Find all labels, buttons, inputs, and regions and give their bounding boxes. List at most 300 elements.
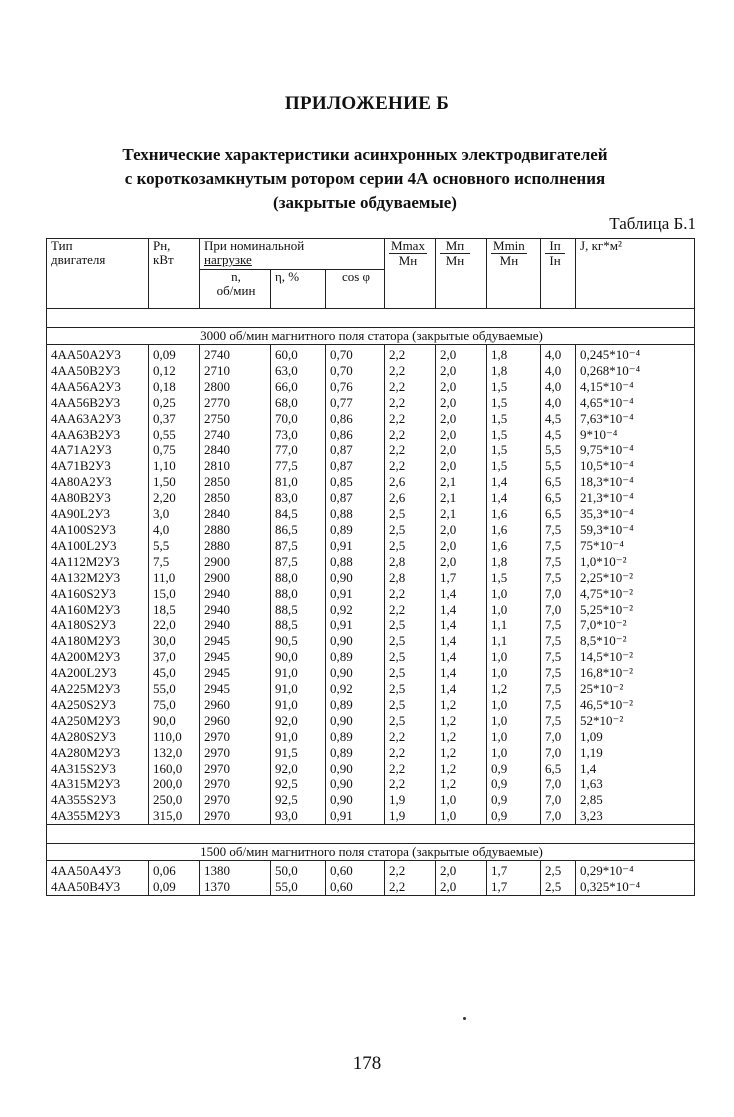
cell-inertia: 9*10⁻⁴	[576, 427, 695, 443]
cell-power: 45,0	[149, 665, 200, 681]
cell-efficiency: 90,0	[271, 649, 326, 665]
cell-current-ratio: 2,5	[541, 879, 576, 895]
cell-speed: 1380	[200, 861, 271, 879]
cell-speed: 2945	[200, 649, 271, 665]
cell-efficiency: 81,0	[271, 474, 326, 490]
cell-current-ratio: 7,5	[541, 697, 576, 713]
cell-power: 5,5	[149, 538, 200, 554]
cell-efficiency: 91,5	[271, 745, 326, 761]
cell-power: 1,10	[149, 458, 200, 474]
cell-efficiency: 50,0	[271, 861, 326, 879]
cell-mp-ratio: 1,4	[436, 649, 487, 665]
cell-inertia: 21,3*10⁻⁴	[576, 490, 695, 506]
cell-mp-ratio: 1,2	[436, 745, 487, 761]
cell-speed: 2970	[200, 776, 271, 792]
cell-motor-type: 4А180S2У3	[47, 617, 149, 633]
cell-mmax-ratio: 2,5	[385, 713, 436, 729]
cell-power: 250,0	[149, 792, 200, 808]
cell-mmax-ratio: 2,2	[385, 395, 436, 411]
cell-inertia: 2,85	[576, 792, 695, 808]
cell-cosphi: 0,60	[326, 861, 385, 879]
cell-speed: 2960	[200, 697, 271, 713]
cell-inertia: 4,75*10⁻²	[576, 586, 695, 602]
cell-speed: 2850	[200, 490, 271, 506]
cell-mp-ratio: 1,2	[436, 729, 487, 745]
header-mmin-ratio: $\frac{Mmin}{Mн}$	[487, 239, 541, 309]
cell-mmin-ratio: 1,5	[487, 411, 541, 427]
cell-inertia: 4,15*10⁻⁴	[576, 379, 695, 395]
cell-cosphi: 0,87	[326, 442, 385, 458]
cell-inertia: 5,25*10⁻²	[576, 602, 695, 618]
cell-mp-ratio: 2,0	[436, 442, 487, 458]
cell-mmax-ratio: 2,2	[385, 427, 436, 443]
cell-cosphi: 0,90	[326, 713, 385, 729]
cell-mmin-ratio: 1,8	[487, 554, 541, 570]
cell-mp-ratio: 2,1	[436, 506, 487, 522]
cell-inertia: 0,29*10⁻⁴	[576, 861, 695, 879]
cell-mmin-ratio: 1,4	[487, 490, 541, 506]
cell-mmax-ratio: 2,2	[385, 761, 436, 777]
cell-efficiency: 87,5	[271, 554, 326, 570]
cell-current-ratio: 5,5	[541, 442, 576, 458]
cell-speed: 2900	[200, 554, 271, 570]
cell-inertia: 46,5*10⁻²	[576, 697, 695, 713]
cell-mmin-ratio: 1,6	[487, 522, 541, 538]
table-row	[47, 697, 695, 713]
cell-speed: 2970	[200, 808, 271, 824]
cell-power: 75,0	[149, 697, 200, 713]
table-row	[47, 458, 695, 474]
table-row	[47, 617, 695, 633]
cell-cosphi: 0,88	[326, 506, 385, 522]
cell-efficiency: 91,0	[271, 681, 326, 697]
cell-mmin-ratio: 1,5	[487, 442, 541, 458]
cell-inertia: 16,8*10⁻²	[576, 665, 695, 681]
cell-speed: 2800	[200, 379, 271, 395]
table-row	[47, 490, 695, 506]
cell-mp-ratio: 1,2	[436, 776, 487, 792]
cell-efficiency: 70,0	[271, 411, 326, 427]
cell-cosphi: 0,90	[326, 570, 385, 586]
section-header-row	[47, 844, 695, 861]
cell-mmax-ratio: 2,2	[385, 729, 436, 745]
cell-current-ratio: 7,0	[541, 808, 576, 824]
cell-motor-type: 4А200М2У3	[47, 649, 149, 665]
cell-motor-type: 4А160S2У3	[47, 586, 149, 602]
cell-speed: 2945	[200, 665, 271, 681]
cell-power: 132,0	[149, 745, 200, 761]
cell-current-ratio: 4,5	[541, 427, 576, 443]
cell-power: 0,09	[149, 345, 200, 363]
cell-current-ratio: 4,0	[541, 345, 576, 363]
cell-cosphi: 0,85	[326, 474, 385, 490]
cell-power: 1,50	[149, 474, 200, 490]
cell-cosphi: 0,76	[326, 379, 385, 395]
cell-efficiency: 88,0	[271, 570, 326, 586]
cell-mp-ratio: 1,4	[436, 633, 487, 649]
cell-inertia: 7,0*10⁻²	[576, 617, 695, 633]
cell-efficiency: 88,5	[271, 602, 326, 618]
cell-inertia: 0,268*10⁻⁴	[576, 363, 695, 379]
cell-cosphi: 0,89	[326, 729, 385, 745]
cell-motor-type: 4А100L2У3	[47, 538, 149, 554]
cell-mp-ratio: 2,0	[436, 345, 487, 363]
cell-motor-type: 4АА50А4У3	[47, 861, 149, 879]
cell-mmin-ratio: 1,0	[487, 586, 541, 602]
cell-efficiency: 91,0	[271, 697, 326, 713]
cell-inertia: 1,63	[576, 776, 695, 792]
cell-speed: 2880	[200, 538, 271, 554]
section-spacer	[47, 825, 695, 844]
cell-mmax-ratio: 2,2	[385, 458, 436, 474]
cell-motor-type: 4А71А2У3	[47, 442, 149, 458]
cell-cosphi: 0,91	[326, 808, 385, 824]
cell-mp-ratio: 2,0	[436, 363, 487, 379]
cell-motor-type: 4А315S2У3	[47, 761, 149, 777]
section-header-row	[47, 328, 695, 345]
cell-mmax-ratio: 1,9	[385, 792, 436, 808]
cell-current-ratio: 7,0	[541, 729, 576, 745]
cell-power: 30,0	[149, 633, 200, 649]
table-row	[47, 808, 695, 824]
cell-mp-ratio: 2,0	[436, 458, 487, 474]
cell-efficiency: 92,0	[271, 761, 326, 777]
table-row	[47, 363, 695, 379]
cell-current-ratio: 7,0	[541, 745, 576, 761]
header-motor-type: Тип двигателя	[47, 239, 149, 309]
cell-current-ratio: 7,5	[541, 649, 576, 665]
cell-inertia: 25*10⁻²	[576, 681, 695, 697]
cell-current-ratio: 2,5	[541, 861, 576, 879]
cell-efficiency: 66,0	[271, 379, 326, 395]
cell-mmin-ratio: 1,0	[487, 602, 541, 618]
cell-power: 0,12	[149, 363, 200, 379]
cell-mp-ratio: 2,1	[436, 490, 487, 506]
cell-mmax-ratio: 2,5	[385, 649, 436, 665]
cell-mp-ratio: 2,0	[436, 395, 487, 411]
cell-mp-ratio: 2,0	[436, 861, 487, 879]
cell-mmin-ratio: 1,0	[487, 729, 541, 745]
cell-efficiency: 86,5	[271, 522, 326, 538]
cell-efficiency: 91,0	[271, 729, 326, 745]
cell-mmin-ratio: 1,0	[487, 665, 541, 681]
cell-efficiency: 77,5	[271, 458, 326, 474]
table-row	[47, 379, 695, 395]
table-row	[47, 745, 695, 761]
cell-motor-type: 4АА56А2У3	[47, 379, 149, 395]
cell-efficiency: 55,0	[271, 879, 326, 895]
cell-power: 0,25	[149, 395, 200, 411]
cell-inertia: 1,19	[576, 745, 695, 761]
table-row	[47, 570, 695, 586]
section-title: 3000 об/мин магнитного поля статора (закрытые обдуваемые)	[47, 328, 695, 345]
cell-mp-ratio: 2,0	[436, 522, 487, 538]
cell-speed: 2880	[200, 522, 271, 538]
cell-current-ratio: 6,5	[541, 474, 576, 490]
cell-mmax-ratio: 1,9	[385, 808, 436, 824]
cell-cosphi: 0,90	[326, 665, 385, 681]
cell-current-ratio: 6,5	[541, 506, 576, 522]
table-row	[47, 665, 695, 681]
cell-speed: 1370	[200, 879, 271, 895]
cell-inertia: 3,23	[576, 808, 695, 824]
cell-cosphi: 0,86	[326, 427, 385, 443]
cell-inertia: 1,4	[576, 761, 695, 777]
cell-current-ratio: 7,5	[541, 681, 576, 697]
table-row	[47, 633, 695, 649]
cell-efficiency: 68,0	[271, 395, 326, 411]
cell-motor-type: 4А90L2У3	[47, 506, 149, 522]
cell-mp-ratio: 2,0	[436, 411, 487, 427]
cell-power: 37,0	[149, 649, 200, 665]
cell-power: 160,0	[149, 761, 200, 777]
table-label: Таблица Б.1	[609, 214, 696, 233]
header-cosphi: cos φ	[326, 270, 385, 309]
cell-mmax-ratio: 2,5	[385, 633, 436, 649]
cell-speed: 2940	[200, 602, 271, 618]
header-inertia: J, кг*м²	[576, 239, 695, 309]
cell-mmin-ratio: 1,8	[487, 363, 541, 379]
cell-power: 0,55	[149, 427, 200, 443]
cell-mmax-ratio: 2,5	[385, 522, 436, 538]
cell-efficiency: 84,5	[271, 506, 326, 522]
cell-cosphi: 0,90	[326, 792, 385, 808]
cell-inertia: 1,09	[576, 729, 695, 745]
cell-mp-ratio: 1,4	[436, 681, 487, 697]
header-mp-ratio: $\frac{Mп}{Mн}$	[436, 239, 487, 309]
cell-inertia: 1,0*10⁻²	[576, 554, 695, 570]
cell-cosphi: 0,70	[326, 345, 385, 363]
cell-efficiency: 93,0	[271, 808, 326, 824]
cell-mp-ratio: 1,7	[436, 570, 487, 586]
table-row	[47, 395, 695, 411]
cell-mp-ratio: 2,0	[436, 554, 487, 570]
cell-efficiency: 88,5	[271, 617, 326, 633]
cell-power: 200,0	[149, 776, 200, 792]
cell-current-ratio: 4,0	[541, 363, 576, 379]
cell-current-ratio: 4,0	[541, 395, 576, 411]
cell-efficiency: 77,0	[271, 442, 326, 458]
cell-mmax-ratio: 2,2	[385, 776, 436, 792]
cell-power: 3,0	[149, 506, 200, 522]
heading-line: Технические характеристики асинхронных электродвигателей	[122, 145, 608, 164]
cell-cosphi: 0,87	[326, 490, 385, 506]
cell-mmin-ratio: 0,9	[487, 792, 541, 808]
cell-mmin-ratio: 1,4	[487, 474, 541, 490]
cell-mmax-ratio: 2,2	[385, 745, 436, 761]
cell-mp-ratio: 2,0	[436, 538, 487, 554]
table-row	[47, 761, 695, 777]
cell-motor-type: 4А80А2У3	[47, 474, 149, 490]
cell-motor-type: 4А160М2У3	[47, 602, 149, 618]
stray-mark	[463, 1017, 466, 1020]
cell-mmin-ratio: 0,9	[487, 776, 541, 792]
cell-power: 315,0	[149, 808, 200, 824]
cell-mmin-ratio: 1,5	[487, 395, 541, 411]
cell-inertia: 10,5*10⁻⁴	[576, 458, 695, 474]
section-title: 1500 об/мин магнитного поля статора (закрытые обдуваемые)	[47, 844, 695, 861]
cell-efficiency: 73,0	[271, 427, 326, 443]
cell-mmax-ratio: 2,2	[385, 363, 436, 379]
motor-spec-table	[46, 238, 695, 896]
cell-mmax-ratio: 2,2	[385, 861, 436, 879]
cell-mmin-ratio: 1,1	[487, 617, 541, 633]
cell-speed: 2970	[200, 729, 271, 745]
table-body	[47, 309, 695, 896]
cell-cosphi: 0,88	[326, 554, 385, 570]
cell-inertia: 0,325*10⁻⁴	[576, 879, 695, 895]
cell-motor-type: 4А225М2У3	[47, 681, 149, 697]
cell-power: 0,18	[149, 379, 200, 395]
table-row	[47, 427, 695, 443]
cell-power: 4,0	[149, 522, 200, 538]
cell-current-ratio: 7,5	[541, 665, 576, 681]
cell-mmin-ratio: 1,0	[487, 697, 541, 713]
cell-cosphi: 0,60	[326, 879, 385, 895]
cell-mmin-ratio: 1,6	[487, 538, 541, 554]
cell-motor-type: 4АА56В2У3	[47, 395, 149, 411]
cell-mp-ratio: 2,0	[436, 427, 487, 443]
cell-speed: 2770	[200, 395, 271, 411]
cell-cosphi: 0,91	[326, 538, 385, 554]
cell-inertia: 8,5*10⁻²	[576, 633, 695, 649]
cell-cosphi: 0,89	[326, 522, 385, 538]
cell-motor-type: 4АА50В4У3	[47, 879, 149, 895]
heading-line: с короткозамкнутым ротором серии 4А основного исполнения	[124, 169, 606, 188]
cell-power: 15,0	[149, 586, 200, 602]
cell-inertia: 52*10⁻²	[576, 713, 695, 729]
cell-speed: 2850	[200, 474, 271, 490]
table-row	[47, 602, 695, 618]
cell-inertia: 14,5*10⁻²	[576, 649, 695, 665]
cell-mmax-ratio: 2,2	[385, 411, 436, 427]
cell-power: 55,0	[149, 681, 200, 697]
cell-motor-type: 4А200L2У3	[47, 665, 149, 681]
cell-motor-type: 4А132М2У3	[47, 570, 149, 586]
cell-power: 90,0	[149, 713, 200, 729]
cell-speed: 2710	[200, 363, 271, 379]
cell-motor-type: 4А355S2У3	[47, 792, 149, 808]
cell-inertia: 75*10⁻⁴	[576, 538, 695, 554]
cell-motor-type: 4АА50А2У3	[47, 345, 149, 363]
cell-motor-type: 4А250S2У3	[47, 697, 149, 713]
cell-speed: 2740	[200, 427, 271, 443]
cell-power: 110,0	[149, 729, 200, 745]
cell-mmax-ratio: 2,5	[385, 681, 436, 697]
cell-motor-type: 4А355М2У3	[47, 808, 149, 824]
table-row	[47, 713, 695, 729]
cell-mp-ratio: 2,1	[436, 474, 487, 490]
cell-speed: 2970	[200, 745, 271, 761]
cell-power: 0,06	[149, 861, 200, 879]
cell-mmax-ratio: 2,2	[385, 602, 436, 618]
cell-current-ratio: 7,5	[541, 570, 576, 586]
cell-efficiency: 88,0	[271, 586, 326, 602]
cell-mmin-ratio: 1,7	[487, 879, 541, 895]
cell-speed: 2750	[200, 411, 271, 427]
cell-mmin-ratio: 1,2	[487, 681, 541, 697]
cell-mmax-ratio: 2,6	[385, 490, 436, 506]
cell-cosphi: 0,70	[326, 363, 385, 379]
cell-cosphi: 0,92	[326, 681, 385, 697]
cell-mmin-ratio: 1,6	[487, 506, 541, 522]
cell-speed: 2900	[200, 570, 271, 586]
table-row	[47, 522, 695, 538]
cell-cosphi: 0,90	[326, 761, 385, 777]
cell-cosphi: 0,87	[326, 458, 385, 474]
cell-motor-type: 4А112М2У3	[47, 554, 149, 570]
cell-mmin-ratio: 0,9	[487, 808, 541, 824]
cell-mmin-ratio: 1,0	[487, 745, 541, 761]
cell-inertia: 35,3*10⁻⁴	[576, 506, 695, 522]
table-row	[47, 792, 695, 808]
cell-mmax-ratio: 2,6	[385, 474, 436, 490]
cell-mp-ratio: 1,2	[436, 761, 487, 777]
cell-power: 2,20	[149, 490, 200, 506]
cell-mp-ratio: 1,0	[436, 808, 487, 824]
cell-speed: 2810	[200, 458, 271, 474]
cell-cosphi: 0,90	[326, 776, 385, 792]
cell-cosphi: 0,89	[326, 697, 385, 713]
cell-current-ratio: 7,5	[541, 713, 576, 729]
cell-mp-ratio: 1,4	[436, 665, 487, 681]
cell-mmax-ratio: 2,2	[385, 379, 436, 395]
cell-cosphi: 0,91	[326, 586, 385, 602]
cell-power: 11,0	[149, 570, 200, 586]
cell-mmin-ratio: 1,5	[487, 458, 541, 474]
cell-mp-ratio: 2,0	[436, 379, 487, 395]
cell-mmax-ratio: 2,5	[385, 617, 436, 633]
cell-mmax-ratio: 2,2	[385, 879, 436, 895]
cell-inertia: 9,75*10⁻⁴	[576, 442, 695, 458]
cell-efficiency: 90,5	[271, 633, 326, 649]
cell-speed: 2840	[200, 506, 271, 522]
cell-motor-type: 4А71В2У3	[47, 458, 149, 474]
cell-power: 0,37	[149, 411, 200, 427]
cell-cosphi: 0,89	[326, 649, 385, 665]
table-header	[47, 239, 695, 309]
cell-inertia: 7,63*10⁻⁴	[576, 411, 695, 427]
header-current-ratio: $\frac{Iп}{Iн}$	[541, 239, 576, 309]
header-mmax-ratio: $\frac{Mmax}{Mн}$	[385, 239, 436, 309]
cell-motor-type: 4АА63А2У3	[47, 411, 149, 427]
cell-mp-ratio: 1,2	[436, 713, 487, 729]
cell-mmin-ratio: 1,8	[487, 345, 541, 363]
cell-motor-type: 4А315М2У3	[47, 776, 149, 792]
cell-mmax-ratio: 2,8	[385, 570, 436, 586]
cell-mmax-ratio: 2,5	[385, 506, 436, 522]
cell-current-ratio: 7,0	[541, 792, 576, 808]
cell-motor-type: 4АА63В2У3	[47, 427, 149, 443]
cell-mmin-ratio: 1,5	[487, 570, 541, 586]
cell-mp-ratio: 1,2	[436, 697, 487, 713]
cell-mmin-ratio: 1,0	[487, 649, 541, 665]
cell-power: 7,5	[149, 554, 200, 570]
cell-current-ratio: 4,0	[541, 379, 576, 395]
table-row	[47, 649, 695, 665]
cell-current-ratio: 7,0	[541, 602, 576, 618]
cell-motor-type: 4А280S2У3	[47, 729, 149, 745]
cell-mmin-ratio: 1,5	[487, 379, 541, 395]
cell-speed: 2945	[200, 681, 271, 697]
table-row	[47, 538, 695, 554]
cell-mmax-ratio: 2,5	[385, 697, 436, 713]
cell-motor-type: 4А250М2У3	[47, 713, 149, 729]
table-row	[47, 411, 695, 427]
appendix-title: ПРИЛОЖЕНИЕ Б	[284, 93, 450, 114]
cell-mp-ratio: 1,0	[436, 792, 487, 808]
cell-current-ratio: 7,5	[541, 554, 576, 570]
